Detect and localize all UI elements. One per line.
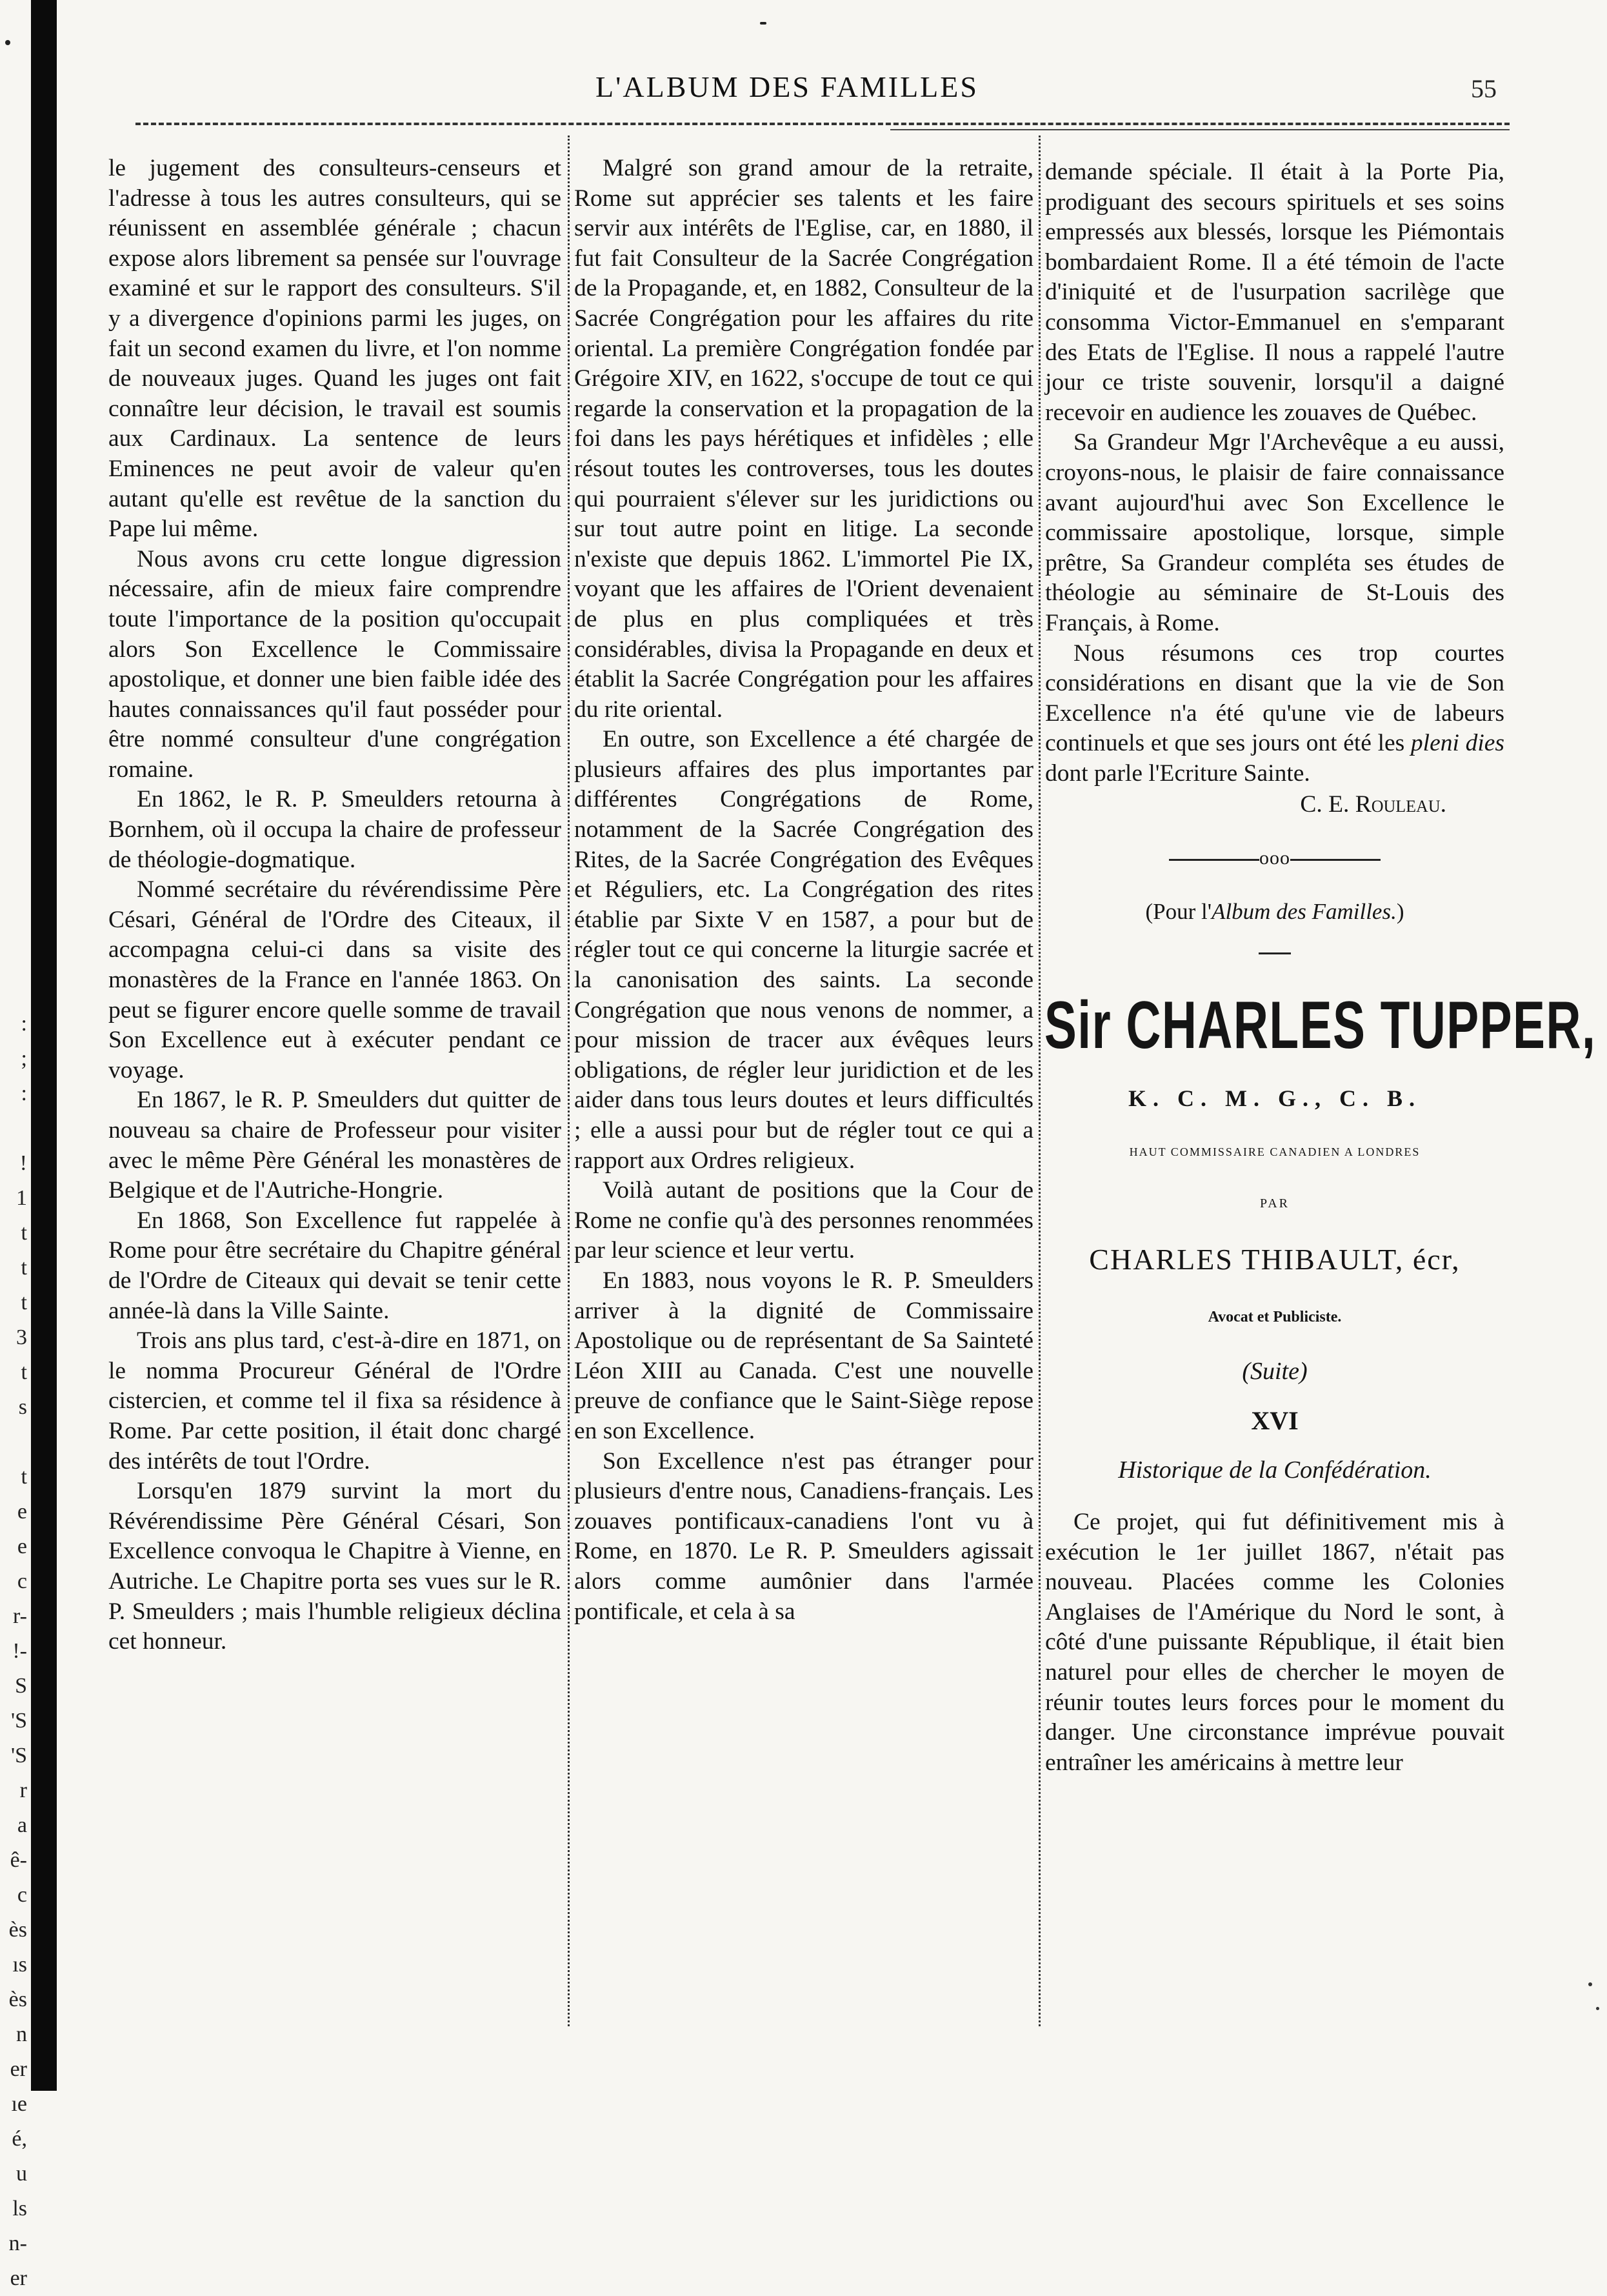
article-subtitle: HAUT COMMISSAIRE CANADIEN A LONDRES: [1129, 1145, 1421, 1158]
paragraph: Voilà autant de positions que la Cour de Rome ne confie qu'à des personnes renommées par leur science et leur vertu.: [574, 1177, 1033, 1264]
text-column-1: [108, 154, 561, 1657]
margin-fragment: ès: [8, 1918, 27, 1942]
paragraph: Nous avons cru cette longue digression nécessaire, afin de mieux faire comprendre toute l'importance de la position qu'occupait alors Son Excellence le Commissaire apostolique, et donner une bien faible idée des hautes connaissances qu'il faut posséder pour être nommé consulteur d'une congrégation romaine.: [108, 545, 561, 783]
author-title: Avocat et Publiciste.: [1208, 1308, 1342, 1325]
margin-fragment: 'S: [10, 1709, 27, 1733]
paragraph: Ce projet, qui fut définitivement mis à exécution le 1er juillet 1867, n'était pas nouveau. Placées comme les Colonies Anglaises de l'Amérique du Nord le sont, à côté d'une puissante République, il était bien naturel pour elles de chercher le moyen de réunir toutes leurs forces pour le moment du danger. Une circonstance imprévue pouvait entraîner les américains à mettre leur: [1045, 1509, 1504, 1776]
margin-fragment: er: [10, 2266, 27, 2290]
margin-fragment: ê-: [10, 1848, 27, 1872]
source-note-text: (Pour l': [1145, 898, 1212, 924]
scan-binding-edge: [31, 0, 57, 2091]
separator-ornament: ooo: [1259, 847, 1290, 869]
margin-fragment: t: [21, 1291, 27, 1314]
margin-fragment: [0, 1425, 27, 1460]
scan-speck: [5, 40, 10, 45]
paragraph: En outre, son Excellence a été chargée de plusieurs affaires des plus importantes par différentes Congrégations de Rome, notamment de la Sacrée Congrégation des Rites, de la Sacrée Congrégation des Evêques et Réguliers, etc. La Congrégation des rites établie par Sixte V en 1587, a pour but de régler tout ce qui concerne la liturgie sacrée et la canonisation des saints. La seconde Congrégation que nous venons de nommer, a pour mission de tracer aux évêques leurs obligations, de régler leur juridiction et de les aider dans tous leurs doutes et leurs difficultés ; elle a aussi pour but de régler tout ce qui a rapport aux Ordres religieux.: [574, 726, 1033, 1174]
margin-fragment: 'S: [10, 1744, 27, 1767]
column-divider: [1039, 136, 1041, 2026]
closing-paragraph: [1045, 639, 1504, 789]
continued-label: (Suite): [1242, 1358, 1308, 1385]
paragraph: Son Excellence n'est pas étranger pour plusieurs d'entre nous, Canadiens-français. Les zouaves pontificaux-canadiens l'ont vu à Rome, en 1870. Le R. P. Smeulders agissait alors comme aumônier dans l'armée pontificale, et cela à sa: [574, 1447, 1033, 1625]
short-dash-rule: [1259, 952, 1291, 954]
source-note: [1045, 897, 1504, 927]
header-rule: [135, 123, 1510, 125]
margin-fragment: t: [21, 1465, 27, 1489]
margin-fragment: a: [17, 1813, 27, 1837]
separator-line: [1290, 859, 1381, 861]
left-margin-text-fragments: [0, 1007, 27, 2296]
text-column-3: [1044, 157, 1597, 1778]
section-heading: Historique de la Confédération.: [1118, 1456, 1432, 1484]
margin-fragment: é,: [12, 2127, 27, 2151]
honours-line: K. C. M. G., C. B.: [1128, 1085, 1421, 1112]
paragraph: En 1862, le R. P. Smeulders retourna à Bornhem, où il occupa la chaire de professeur de théologie-dogmatique.: [108, 786, 561, 873]
source-note-title: Album des Familles.: [1212, 898, 1397, 924]
margin-fragment: n-: [8, 2231, 27, 2255]
source-note-text: ): [1396, 898, 1404, 924]
separator-line: [1169, 859, 1259, 861]
margin-fragment: ls: [12, 2197, 27, 2220]
column-divider: [568, 136, 570, 2026]
margin-fragment: :: [21, 1082, 27, 1105]
margin-fragment: c: [17, 1883, 27, 1907]
margin-fragment: ès: [8, 1988, 27, 2011]
article-title: Sir CHARLES TUPPER,: [1044, 988, 1597, 1063]
margin-fragment: s: [18, 1395, 27, 1419]
section-separator: [1045, 843, 1504, 874]
by-line: PAR: [1259, 1196, 1290, 1211]
paragraph: Malgré son grand amour de la retraite, Rome sut apprécier ses talents et les faire servir aux intérêts de l'Eglise, car, en 1880, il fut fait Consulteur de la Sacrée Congrégation de la Propagande, et, en 1882, Consulteur de la Sacrée Congrégation pour les affaires du rite oriental. La première Congrégation fondée par Grégoire XIV, en 1622, s'occupe de tout ce qui regarde la conservation et la propagation de la foi dans les pays hérétiques et infidèles ; elle résout toutes les controverses, tous les doutes qui pourraient s'élever sur les juridictions ou sur tout autre point en litige. La seconde n'existe que depuis 1862. L'immortel Pie IX, voyant que les affaires de l'Orient devenaient de plus en plus compliquées et très considérables, divisa la Propagande en deux et établit la Sacrée Congrégation pour les affaires du rite oriental.: [574, 155, 1033, 723]
paragraph: Trois ans plus tard, c'est-à-dire en 1871, on le nomma Procureur Général de l'Ordre cistercien, et comme tel il fixa sa résidence à Rome. Par cette position, il était donc chargé des intérêts de tout l'Ordre.: [108, 1327, 561, 1475]
margin-fragment: ıs: [12, 1953, 27, 1977]
margin-fragment: n: [16, 2022, 27, 2046]
paragraph: En 1867, le R. P. Smeulders dut quitter de nouveau sa chaire de Professeur pour visiter avec le même Père Général les monastères de Belgique et de l'Autriche-Hongrie.: [108, 1087, 561, 1204]
margin-fragment: ıe: [11, 2092, 27, 2116]
scan-speck: [1596, 2007, 1599, 2010]
margin-fragment: r: [19, 1778, 27, 1802]
paragraph: Nommé secrétaire du révérendissime Père Césari, Général de l'Ordre des Citeaux, il accompagna celui-ci dans sa visite des monastères de la France en l'année 1863. On peut se figurer encore quelle somme de travail Son Excellence eut à exécuter pendant ce voyage.: [108, 876, 561, 1083]
margin-fragment: [0, 1111, 27, 1146]
paragraph: En 1883, nous voyons le R. P. Smeulders arriver à la dignité de Commissaire Apostolique ou de représentant de Sa Sainteté Léon XIII au Canada. C'est une nouvelle preuve de confiance que le Saint-Siège repose en son Excellence.: [574, 1267, 1033, 1444]
paragraph: Lorsqu'en 1879 survint la mort du Révérendissime Père Général Césari, Son Excellence convoqua le Chapitre à Vienne, en Autriche. Le Chapitre porta ses vues sur le R. P. Smeulders ; mais l'humble religieux déclina cet honneur.: [108, 1478, 561, 1655]
margin-fragment: t: [21, 1360, 27, 1384]
paragraph: demande spéciale. Il était à la Porte Pia, prodiguant des secours spirituels et ses soins empressés aux blessés, lorsque les Piémontais bombardaient Rome. Il a été témoin de l'acte d'iniquité et de l'usurpation sacrilège que consomma Victor-Emmanuel en s'emparant des Etats de l'Eglise. Il nous a rappelé l'autre jour ce triste souvenir, lorsqu'il a daigné recevoir en audience les zouaves de Québec.: [1045, 159, 1504, 426]
closing-text: Nous résumons ces trop courtes considérations en disant que la vie de Son Excellence n'a été qu'une vie de labeurs continuels et que ses jours ont été les: [1045, 639, 1504, 757]
margin-fragment: c: [17, 1569, 27, 1593]
header-rule-solid: [890, 129, 1510, 130]
paragraph: En 1868, Son Excellence fut rappelée à Rome pour être secrétaire du Chapitre général de l'Ordre de Citeaux qui devait se tenir cette année-là dans la Ville Sainte.: [108, 1207, 561, 1324]
margin-fragment: u: [16, 2162, 27, 2186]
margin-fragment: e: [17, 1535, 27, 1558]
scan-speck: [1588, 1982, 1592, 1986]
latin-phrase: pleni dies: [1410, 730, 1504, 757]
scan-speck: [760, 22, 766, 25]
margin-fragment: er: [10, 2057, 27, 2081]
margin-fragment: :: [21, 1012, 27, 1036]
closing-text: dont parle l'Ecriture Sainte.: [1045, 760, 1310, 787]
author-signature: C. E. Rouleau.: [1300, 791, 1446, 818]
margin-fragment: e: [17, 1500, 27, 1524]
paragraph: Sa Grandeur Mgr l'Archevêque a eu aussi, croyons-nous, le plaisir de faire connaissance avant aujourd'hui avec Son Excellence le commissaire apostolique, lorsque, simple prêtre, Sa Grandeur compléta ses études de théologie au séminaire de St-Louis des Français, à Rome.: [1045, 429, 1504, 636]
margin-fragment: t: [21, 1256, 27, 1280]
margin-fragment: 3: [16, 1325, 27, 1349]
margin-fragment: !-: [12, 1639, 27, 1663]
chapter-number: XVI: [1251, 1405, 1299, 1435]
text-column-2: [574, 154, 1033, 1627]
margin-fragment: S: [15, 1674, 27, 1698]
margin-fragment: 1: [16, 1186, 27, 1210]
margin-fragment: ;: [21, 1047, 27, 1071]
article-author: CHARLES THIBAULT, écr,: [1089, 1243, 1461, 1276]
margin-fragment: t: [21, 1221, 27, 1245]
paragraph: le jugement des consulteurs-censeurs et l'adresse à tous les autres consulteurs, qui se réunissent en assemblée générale ; chacun expose alors librement sa pensée sur l'ouvrage examiné et sur le rapport des consulteurs. S'il y a divergence d'opinions parmi les juges, on fait un second examen du livre, et l'on nomme de nouveaux juges. Quand les juges ont fait connaître leur décision, le travail est soumis aux Cardinaux. La sentence de leurs Eminences ne peut avoir de valeur qu'en autant qu'elle est revêtue de la sanction du Pape lui même.: [108, 155, 561, 543]
margin-fragment: !: [19, 1151, 27, 1175]
page-number: 55: [1471, 74, 1497, 103]
margin-fragment: r-: [13, 1604, 27, 1628]
page-header-title: L'ALBUM DES FAMILLES: [595, 70, 979, 103]
